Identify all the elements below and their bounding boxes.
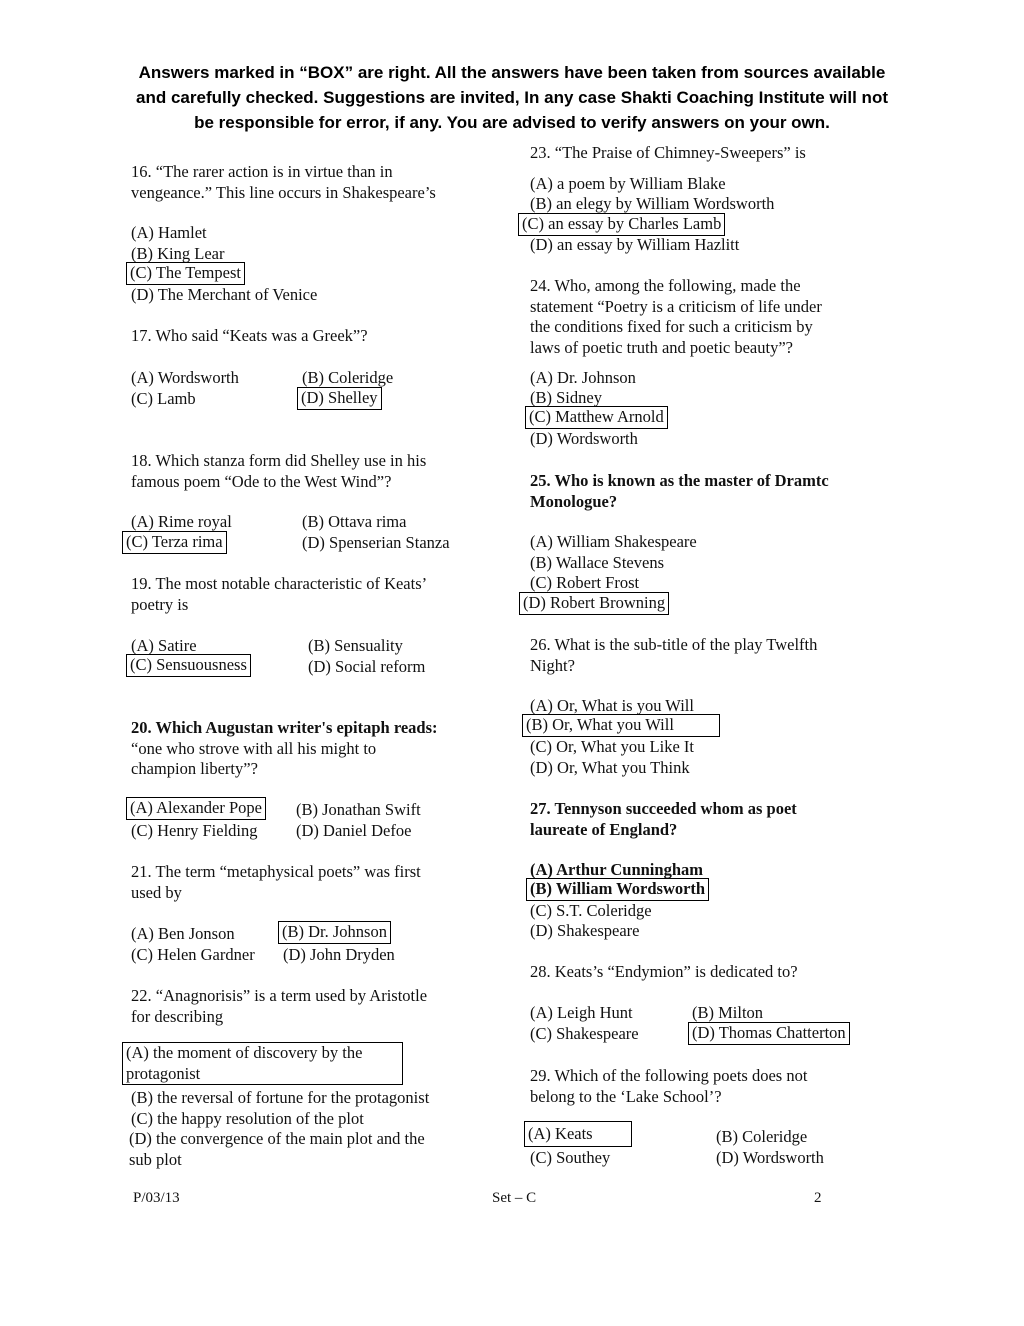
question-text: 18. Which stanza form did Shelley use in his <box>131 451 427 470</box>
option-d: (D) Daniel Defoe <box>296 821 412 840</box>
option-b: (B) Sidney <box>530 388 602 407</box>
question-text: laureate of England? <box>530 819 678 839</box>
question-text: the conditions fixed for such a criticism by <box>530 317 813 336</box>
notice-line: be responsible for error, if any. You are advised to verify answers on your own. <box>194 113 830 132</box>
question-text: for describing <box>131 1006 224 1026</box>
question-text: 22. “Anagnorisis” is a term used by Aristotle <box>131 986 428 1005</box>
option-c: (C) Henry Fielding <box>131 821 258 840</box>
question-26 <box>530 635 817 676</box>
correct-answer-box: (D) Robert Browning <box>519 592 669 615</box>
correct-answer-box: (D) Thomas Chatterton <box>688 1022 850 1045</box>
option-b: (B) King Lear <box>131 244 225 263</box>
question-text: poetry is <box>131 594 189 614</box>
question-text: 27. Tennyson succeeded whom as poet <box>530 799 797 818</box>
option-d <box>129 1129 425 1170</box>
option-d: (D) John Dryden <box>283 945 395 964</box>
question-29 <box>530 1066 807 1107</box>
page-number: 2 <box>814 1190 822 1206</box>
option-c: (C) Southey <box>530 1148 611 1167</box>
question-21 <box>131 862 421 903</box>
option-a: (A) Ben Jonson <box>131 924 235 943</box>
question-text: 24. Who, among the following, made the <box>530 276 801 295</box>
question-20 <box>131 718 438 780</box>
option-a: (A) Rime royal <box>131 512 232 531</box>
option-a: (A) a poem by William Blake <box>530 174 726 193</box>
question-text: Monologue? <box>530 491 618 511</box>
question-22 <box>131 986 427 1027</box>
option-b: (B) Coleridge <box>716 1127 808 1146</box>
option-a: (A) William Shakespeare <box>530 532 697 551</box>
correct-answer-box: (A) Alexander Pope <box>126 797 266 820</box>
correct-answer-box: (C) Matthew Arnold <box>525 406 668 429</box>
question-text: 29. Which of the following poets does not <box>530 1066 808 1085</box>
option-c: (C) S.T. Coleridge <box>530 901 652 920</box>
option-d-line: (D) the convergence of the main plot and the <box>129 1129 425 1148</box>
question-text: famous poem “Ode to the West Wind”? <box>131 471 392 491</box>
correct-answer-box: (D) Shelley <box>297 387 382 410</box>
correct-answer-box: (A) Keats <box>524 1121 632 1147</box>
question-text: 23. “The Praise of Chimney-Sweepers” is <box>530 143 806 162</box>
question-18 <box>131 451 426 492</box>
question-text: champion liberty”? <box>131 759 258 778</box>
option-a: (A) Or, What is you Will <box>530 696 694 715</box>
question-23 <box>530 143 806 164</box>
option-a: (A) Wordsworth <box>131 368 239 387</box>
option-d-line: sub plot <box>129 1149 182 1169</box>
question-text: 21. The term “metaphysical poets” was first <box>131 862 421 881</box>
correct-answer-box: (B) Dr. Johnson <box>278 921 391 944</box>
option-a: (A) Hamlet <box>131 223 207 242</box>
correct-answer-box: (B) Or, What you Will <box>522 714 720 737</box>
answer-key-notice <box>110 60 914 135</box>
question-text: “one who strove with all his might to <box>131 738 377 758</box>
option-d: (D) Or, What you Think <box>530 758 690 777</box>
option-b: (B) the reversal of fortune for the protagonist <box>131 1088 430 1107</box>
question-text: vengeance.” This line occurs in Shakespeare’s <box>131 182 436 202</box>
option-c: (C) Shakespeare <box>530 1024 639 1043</box>
option-c: (C) Helen Gardner <box>131 945 255 964</box>
question-text: statement “Poetry is a criticism of life under <box>530 296 822 316</box>
option-d: (D) Wordsworth <box>530 429 638 448</box>
option-b: (B) Coleridge <box>302 368 394 387</box>
option-b: (B) an elegy by William Wordsworth <box>530 194 775 213</box>
question-text: belong to the ‘Lake School’? <box>530 1086 722 1106</box>
question-text: used by <box>131 882 182 902</box>
option-d: (D) an essay by William Hazlitt <box>530 235 740 254</box>
paper-code: P/03/13 <box>133 1190 180 1206</box>
option-d: (D) Social reform <box>308 657 426 676</box>
question-text: laws of poetic truth and poetic beauty”? <box>530 337 793 357</box>
option-a-line: protagonist <box>126 1063 201 1083</box>
question-17 <box>131 326 368 347</box>
option-b: (B) Ottava rima <box>302 512 407 531</box>
correct-answer-box <box>122 1042 403 1085</box>
question-text: 19. The most notable characteristic of Keats’ <box>131 574 428 593</box>
option-b: (B) Milton <box>692 1003 764 1022</box>
notice-line: and carefully checked. Suggestions are invited, In any case Shakti Coaching Institute will not <box>136 88 888 107</box>
option-c: (C) the happy resolution of the plot <box>131 1109 364 1128</box>
question-text: 20. Which Augustan writer's epitaph reads: <box>131 718 438 737</box>
option-a-line: (A) the moment of discovery by the <box>126 1043 363 1062</box>
question-16 <box>131 162 436 203</box>
option-c: (C) Or, What you Like It <box>530 737 694 756</box>
option-b: (B) Wallace Stevens <box>530 553 664 572</box>
question-text: 25. Who is known as the master of Dramtc <box>530 471 829 490</box>
option-b: (B) Sensuality <box>308 636 403 655</box>
option-a: (A) Leigh Hunt <box>530 1003 633 1022</box>
option-d: (D) Shakespeare <box>530 921 640 940</box>
correct-answer-box: (C) Sensuousness <box>126 654 251 677</box>
set-label: Set – C <box>492 1190 537 1206</box>
correct-answer-box: (C) Terza rima <box>122 531 227 554</box>
correct-answer-box: (C) The Tempest <box>126 262 245 285</box>
question-text: 17. Who said “Keats was a Greek”? <box>131 326 368 345</box>
correct-answer-box: (B) William Wordsworth <box>526 878 709 901</box>
option-a: (A) Satire <box>131 636 197 655</box>
question-text: Night? <box>530 655 575 675</box>
option-a: (A) Arthur Cunningham <box>530 860 703 879</box>
correct-answer-box: (C) an essay by Charles Lamb <box>518 213 725 236</box>
option-b: (B) Jonathan Swift <box>296 800 421 819</box>
question-25 <box>530 471 829 512</box>
option-c: (C) Robert Frost <box>530 573 640 592</box>
option-d: (D) Spenserian Stanza <box>302 533 450 552</box>
option-c: (C) Lamb <box>131 389 196 408</box>
question-text: 26. What is the sub-title of the play Twelfth <box>530 635 818 654</box>
option-d: (D) The Merchant of Venice <box>131 285 318 304</box>
question-text: 16. “The rarer action is in virtue than in <box>131 162 393 181</box>
question-24 <box>530 276 822 358</box>
question-27 <box>530 799 797 840</box>
notice-line: Answers marked in “BOX” are right. All the answers have been taken from sources available <box>138 63 886 82</box>
option-a: (A) Dr. Johnson <box>530 368 636 387</box>
question-28 <box>530 962 798 983</box>
question-text: 28. Keats’s “Endymion” is dedicated to? <box>530 962 798 981</box>
option-d: (D) Wordsworth <box>716 1148 824 1167</box>
question-19 <box>131 574 427 615</box>
